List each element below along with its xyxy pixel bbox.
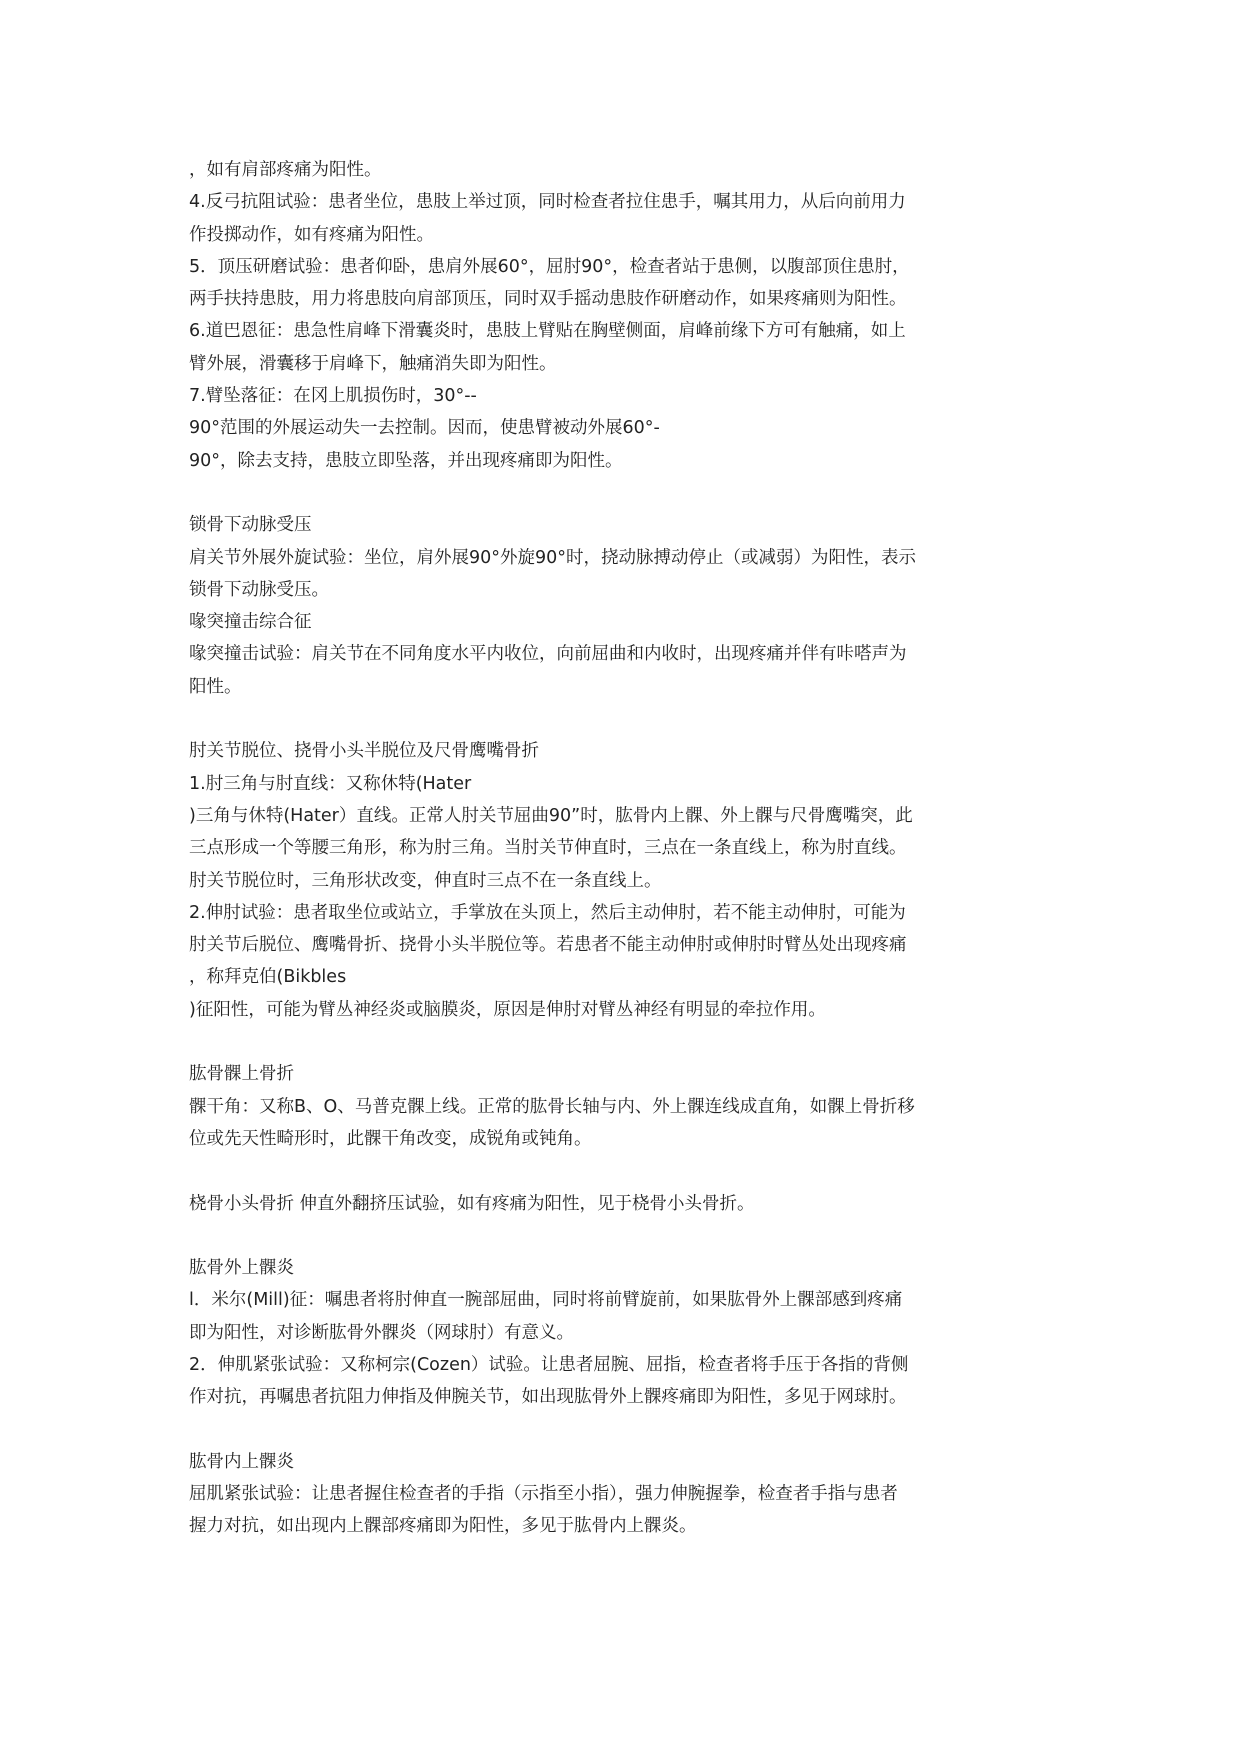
text-line: 作投掷动作，如有疼痛为阳性。 xyxy=(189,224,434,245)
text-line: 肘关节脱位、挠骨小头半脱位及尺骨鹰嘴骨折 xyxy=(189,741,539,762)
text-line: 2.伸肘试验：患者取坐位或站立，手掌放在头顶上，然后主动伸肘，若不能主动伸肘，可能为 xyxy=(189,902,906,923)
text-line: 屈肌紧张试验：让患者握住检查者的手指（示指至小指），强力伸腕握拳，检查者手指与患者 xyxy=(189,1484,898,1505)
text-line: 2．伸肌紧张试验：又称柯宗(Cozen）试验。让患者屈腕、屈指，检查者将手压于各指的背侧 xyxy=(189,1354,909,1375)
text-line: 肘关节脱位时，三角形状改变，伸直时三点不在一条直线上。 xyxy=(189,870,662,891)
text-line: )三角与休特(Hater）直线。正常人肘关节屈曲90”时，肱骨内上髁、外上髁与尺骨鹰嘴突，此 xyxy=(189,805,913,826)
text-line: 肘关节后脱位、鹰嘴骨折、挠骨小头半脱位等。若患者不能主动伸肘或伸肘时臂丛处出现疼痛 xyxy=(189,935,907,956)
text-line: 7.臂坠落征：在冈上肌损伤时，30°-- xyxy=(189,386,477,407)
text-line: 90°，除去支持，患肢立即坠落，并出现疼痛即为阳性。 xyxy=(189,450,623,471)
text-line: 5．顶压研磨试验：患者仰卧，患肩外展60°，屈肘90°，检查者站于患侧，以腹部顶住患肘， xyxy=(189,256,910,277)
text-line: 喙突撞击综合征 xyxy=(189,612,312,633)
text-line: )征阳性，可能为臂丛神经炎或脑膜炎，原因是伸肘对臂丛神经有明显的牵拉作用。 xyxy=(189,999,826,1020)
blank-line xyxy=(189,477,1069,509)
text-line: ，如有肩部疼痛为阳性。 xyxy=(189,160,382,180)
document-body xyxy=(189,154,1069,1543)
text-line: 4.反弓抗阻试验：患者坐位，患肢上举过顶，同时检查者拉住患手，嘱其用力，从后向前用力 xyxy=(189,192,906,213)
text-line: 1.肘三角与肘直线：又称休特(Hater xyxy=(189,773,472,794)
text-line: 髁干角：又称B、O、马普克髁上线。正常的肱骨长轴与内、外上髁连线成直角，如髁上骨折移 xyxy=(189,1096,915,1117)
text-line: 90°范围的外展运动失一去控制。因而，使患臂被动外展60°- xyxy=(189,418,660,439)
text-line: 握力对抗，如出现内上髁部疼痛即为阳性，多见于肱骨内上髁炎。 xyxy=(189,1516,697,1537)
blank-line xyxy=(189,1155,1069,1187)
text-line: 阳性。 xyxy=(189,676,242,697)
text-line: 作对抗，再嘱患者抗阻力伸指及伸腕关节，如出现肱骨外上髁疼痛即为阳性，多见于网球肘。 xyxy=(189,1387,907,1408)
blank-line xyxy=(189,1220,1069,1252)
text-line: 锁骨下动脉受压 xyxy=(189,515,312,536)
text-line: 两手扶持患肢，用力将患肢向肩部顶压，同时双手摇动患肢作研磨动作，如果疼痛则为阳性。 xyxy=(189,289,907,310)
text-line: ，称拜克伯(Bikbles xyxy=(189,967,347,988)
text-line: 6.道巴恩征：患急性肩峰下滑囊炎时，患肢上臂贴在胸壁侧面，肩峰前缘下方可有触痛，如上 xyxy=(189,321,906,342)
text-line: 肱骨内上髁炎 xyxy=(189,1451,294,1472)
text-line: l．米尔(Mill)征：嘱患者将肘伸直一腕部屈曲，同时将前臂旋前，如果肱骨外上髁部感到疼痛 xyxy=(189,1290,903,1311)
text-line: 位或先天性畸形时，此髁干角改变，成锐角或钝角。 xyxy=(189,1128,592,1149)
blank-line xyxy=(189,1026,1069,1058)
blank-line xyxy=(189,703,1069,735)
text-line: 三点形成一个等腰三角形，称为肘三角。当肘关节伸直时，三点在一条直线上，称为肘直线。 xyxy=(189,838,907,859)
blank-line xyxy=(189,1414,1069,1446)
text-line: 锁骨下动脉受压。 xyxy=(189,579,329,600)
text-line: 即为阳性，对诊断肱骨外髁炎（网球肘）有意义。 xyxy=(189,1322,574,1343)
text-line: 臂外展，滑囊移于肩峰下，触痛消失即为阳性。 xyxy=(189,353,557,374)
text-line: 肱骨外上髁炎 xyxy=(189,1258,294,1279)
text-line: 桡骨小头骨折 伸直外翻挤压试验，如有疼痛为阳性，见于桡骨小头骨折。 xyxy=(189,1193,755,1214)
text-line: 喙突撞击试验：肩关节在不同角度水平内收位，向前屈曲和内收时，出现疼痛并伴有咔嗒声为 xyxy=(189,644,907,665)
text-line: 肩关节外展外旋试验：坐位，肩外展90°外旋90°时，挠动脉搏动停止（或减弱）为阳性，表示 xyxy=(189,547,917,568)
text-line: 肱骨髁上骨折 xyxy=(189,1064,294,1085)
